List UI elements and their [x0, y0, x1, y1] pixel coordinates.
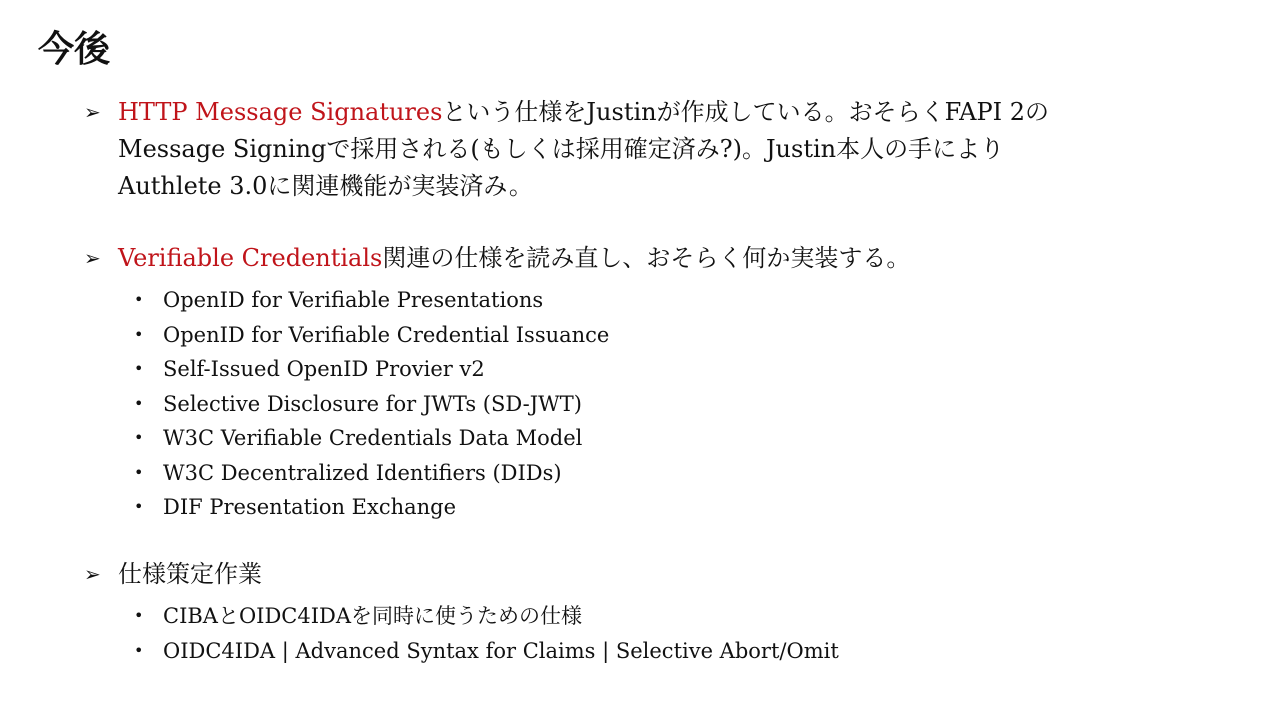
- section-line-1: HTTP Message Signaturesという仕様をJustinが作成している。おそらくFAPI 2の: [118, 98, 1050, 126]
- dot-bullet-icon: •: [134, 462, 144, 482]
- section-line-3: Authlete 3.0に関連機能が実装済み。: [118, 172, 533, 200]
- list-item: • Selective Disclosure for JWTs (SD-JWT): [134, 387, 1234, 422]
- dot-bullet-icon: •: [134, 359, 144, 378]
- section-http-message-signatures: [84, 94, 1234, 205]
- dot-bullet-icon: •: [134, 497, 144, 516]
- list-item: • OpenID for Verifiable Credential Issuance: [134, 318, 1234, 353]
- list-item: • CIBAとOIDC4IDAを同時に使うための仕様: [134, 599, 1234, 634]
- accent-text: Verifiable Credentials: [118, 244, 383, 272]
- dot-bullet-icon: •: [134, 393, 144, 413]
- sub-list: [84, 283, 1234, 525]
- section-text: [118, 94, 1049, 205]
- list-item: • W3C Verifiable Credentials Data Model: [134, 421, 1234, 456]
- section-spec-work: [84, 556, 1234, 668]
- list-item: • W3C Decentralized Identifiers (DIDs): [134, 456, 1234, 491]
- slide-title: 今後: [38, 29, 111, 70]
- dot-bullet-icon: •: [134, 606, 144, 625]
- arrow-bullet-icon: ➢: [84, 562, 101, 586]
- dot-bullet-icon: •: [134, 428, 144, 447]
- list-item: • DIF Presentation Exchange: [134, 490, 1234, 525]
- section-text: Verifiable Credentials関連の仕様を読み直し、おそらく何か実装する。: [118, 244, 911, 272]
- accent-text: HTTP Message Signatures: [118, 98, 443, 126]
- list-item: • Self-Issued OpenID Provier v2: [134, 352, 1234, 387]
- section-text: 仕様策定作業: [118, 560, 262, 588]
- dot-bullet-icon: •: [134, 290, 144, 309]
- dot-bullet-icon: •: [134, 640, 144, 660]
- list-item: • OpenID for Verifiable Presentations: [134, 283, 1234, 318]
- section-verifiable-credentials: [84, 240, 1234, 525]
- section-line-2: Message Signingで採用される(もしくは採用確定済み?)。Justin本人の手により: [118, 135, 1005, 163]
- arrow-bullet-icon: ➢: [84, 100, 101, 124]
- dot-bullet-icon: •: [134, 324, 144, 344]
- sub-list: [84, 599, 1234, 668]
- list-item: • OIDC4IDA | Advanced Syntax for Claims | Selective Abort/Omit: [134, 634, 1234, 669]
- arrow-bullet-icon: ➢: [84, 246, 101, 270]
